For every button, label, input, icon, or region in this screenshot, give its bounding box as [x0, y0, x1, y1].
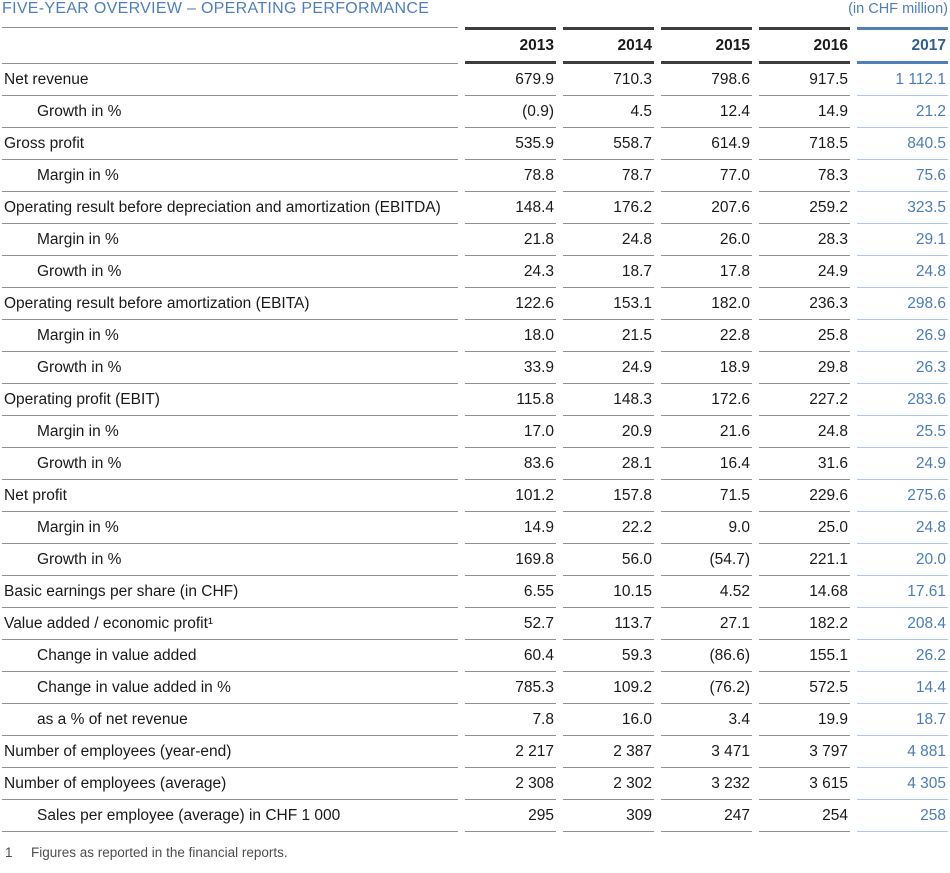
value-cell-2015: 798.6 [661, 64, 752, 96]
page-title: FIVE-YEAR OVERVIEW – OPERATING PERFORMANCE [2, 0, 430, 17]
table-header-row [2, 27, 948, 64]
value-cell-2016: 718.5 [759, 128, 850, 160]
table-row [2, 704, 948, 736]
value-cell-2014: 56.0 [563, 544, 654, 576]
value-cell-2013: 6.55 [465, 576, 556, 608]
value-cell-2016: 78.3 [759, 160, 850, 192]
value-cell-2016: 28.3 [759, 224, 850, 256]
value-cell-2015: 22.8 [661, 320, 752, 352]
value-cell-2013: 122.6 [465, 288, 556, 320]
value-cell-2017: 4 881 [857, 736, 948, 768]
value-cell-2013: 101.2 [465, 480, 556, 512]
value-cell-2016: 917.5 [759, 64, 850, 96]
value-cell-2013: 60.4 [465, 640, 556, 672]
table-row [2, 480, 948, 512]
value-cell-2017: 208.4 [857, 608, 948, 640]
row-label: as a % of net revenue [2, 704, 458, 736]
value-cell-2014: 24.9 [563, 352, 654, 384]
table-row [2, 384, 948, 416]
value-cell-2017: 20.0 [857, 544, 948, 576]
row-label: Operating result before depreciation and amortization (EBITDA) [2, 192, 458, 224]
value-cell-2014: 21.5 [563, 320, 654, 352]
table-row [2, 224, 948, 256]
value-cell-2016: 229.6 [759, 480, 850, 512]
value-cell-2013: 21.8 [465, 224, 556, 256]
value-cell-2013: 17.0 [465, 416, 556, 448]
year-header-2013: 2013 [465, 27, 556, 64]
value-cell-2015: 3 232 [661, 768, 752, 800]
financial-table [2, 27, 948, 832]
value-cell-2016: 236.3 [759, 288, 850, 320]
value-cell-2017: 24.8 [857, 512, 948, 544]
row-label: Sales per employee (average) in CHF 1 000 [2, 800, 458, 832]
year-header-2016: 2016 [759, 27, 850, 64]
value-cell-2014: 2 387 [563, 736, 654, 768]
value-cell-2014: 18.7 [563, 256, 654, 288]
table-row [2, 192, 948, 224]
value-cell-2014: 24.8 [563, 224, 654, 256]
value-cell-2014: 109.2 [563, 672, 654, 704]
value-cell-2014: 28.1 [563, 448, 654, 480]
value-cell-2015: 12.4 [661, 96, 752, 128]
year-header-2015: 2015 [661, 27, 752, 64]
value-cell-2014: 153.1 [563, 288, 654, 320]
header-label-spacer [2, 27, 458, 64]
table-row [2, 128, 948, 160]
row-label: Change in value added [2, 640, 458, 672]
value-cell-2017: 840.5 [857, 128, 948, 160]
value-cell-2017: 17.61 [857, 576, 948, 608]
value-cell-2013: 148.4 [465, 192, 556, 224]
value-cell-2015: 18.9 [661, 352, 752, 384]
value-cell-2017: 18.7 [857, 704, 948, 736]
row-label: Margin in % [2, 320, 458, 352]
value-cell-2013: 83.6 [465, 448, 556, 480]
footnote [2, 845, 948, 860]
value-cell-2015: 77.0 [661, 160, 752, 192]
row-label: Growth in % [2, 256, 458, 288]
row-label: Growth in % [2, 96, 458, 128]
value-cell-2017: 298.6 [857, 288, 948, 320]
value-cell-2017: 26.2 [857, 640, 948, 672]
value-cell-2016: 24.9 [759, 256, 850, 288]
year-header-2014: 2014 [563, 27, 654, 64]
value-cell-2015: 26.0 [661, 224, 752, 256]
value-cell-2014: 148.3 [563, 384, 654, 416]
value-cell-2016: 24.8 [759, 416, 850, 448]
value-cell-2016: 29.8 [759, 352, 850, 384]
footnote-text: Figures as reported in the financial reports. [31, 845, 288, 860]
table-row [2, 320, 948, 352]
value-cell-2017: 24.9 [857, 448, 948, 480]
value-cell-2013: 169.8 [465, 544, 556, 576]
value-cell-2016: 221.1 [759, 544, 850, 576]
value-cell-2016: 3 615 [759, 768, 850, 800]
row-label: Value added / economic profit¹ [2, 608, 458, 640]
value-cell-2017: 275.6 [857, 480, 948, 512]
value-cell-2016: 14.9 [759, 96, 850, 128]
table-row [2, 640, 948, 672]
footnote-marker: 1 [5, 845, 13, 860]
value-cell-2015: 9.0 [661, 512, 752, 544]
value-cell-2017: 283.6 [857, 384, 948, 416]
row-label: Growth in % [2, 544, 458, 576]
value-cell-2014: 2 302 [563, 768, 654, 800]
value-cell-2015: 4.52 [661, 576, 752, 608]
table-row [2, 64, 948, 96]
value-cell-2015: 16.4 [661, 448, 752, 480]
value-cell-2017: 29.1 [857, 224, 948, 256]
value-cell-2014: 309 [563, 800, 654, 832]
row-label: Operating profit (EBIT) [2, 384, 458, 416]
value-cell-2013: 52.7 [465, 608, 556, 640]
value-cell-2015: 614.9 [661, 128, 752, 160]
value-cell-2014: 10.15 [563, 576, 654, 608]
value-cell-2016: 31.6 [759, 448, 850, 480]
value-cell-2016: 259.2 [759, 192, 850, 224]
value-cell-2016: 19.9 [759, 704, 850, 736]
value-cell-2016: 254 [759, 800, 850, 832]
value-cell-2013: 2 308 [465, 768, 556, 800]
value-cell-2017: 323.5 [857, 192, 948, 224]
row-label: Growth in % [2, 448, 458, 480]
year-header-2017: 2017 [857, 27, 948, 64]
row-label: Margin in % [2, 416, 458, 448]
value-cell-2014: 4.5 [563, 96, 654, 128]
row-label: Number of employees (year-end) [2, 736, 458, 768]
value-cell-2015: 3 471 [661, 736, 752, 768]
table-row [2, 736, 948, 768]
row-label: Net revenue [2, 64, 458, 96]
table-row [2, 416, 948, 448]
value-cell-2015: 71.5 [661, 480, 752, 512]
table-row [2, 448, 948, 480]
value-cell-2013: 535.9 [465, 128, 556, 160]
unit-label: (in CHF million) [848, 1, 948, 17]
value-cell-2016: 25.0 [759, 512, 850, 544]
row-label: Margin in % [2, 224, 458, 256]
row-label: Net profit [2, 480, 458, 512]
value-cell-2015: 247 [661, 800, 752, 832]
value-cell-2015: 207.6 [661, 192, 752, 224]
table-row [2, 672, 948, 704]
row-label: Gross profit [2, 128, 458, 160]
value-cell-2013: 2 217 [465, 736, 556, 768]
value-cell-2013: 7.8 [465, 704, 556, 736]
value-cell-2015: 17.8 [661, 256, 752, 288]
value-cell-2015: 172.6 [661, 384, 752, 416]
table-row [2, 512, 948, 544]
value-cell-2013: 785.3 [465, 672, 556, 704]
value-cell-2014: 710.3 [563, 64, 654, 96]
value-cell-2017: 26.9 [857, 320, 948, 352]
table-row [2, 768, 948, 800]
value-cell-2016: 25.8 [759, 320, 850, 352]
value-cell-2017: 25.5 [857, 416, 948, 448]
table-row [2, 352, 948, 384]
value-cell-2016: 182.2 [759, 608, 850, 640]
value-cell-2017: 21.2 [857, 96, 948, 128]
value-cell-2013: 679.9 [465, 64, 556, 96]
value-cell-2015: 21.6 [661, 416, 752, 448]
table-row [2, 576, 948, 608]
row-label: Growth in % [2, 352, 458, 384]
value-cell-2015: (76.2) [661, 672, 752, 704]
title-bar [2, 0, 948, 27]
value-cell-2013: 33.9 [465, 352, 556, 384]
row-label: Change in value added in % [2, 672, 458, 704]
value-cell-2014: 20.9 [563, 416, 654, 448]
value-cell-2013: 18.0 [465, 320, 556, 352]
row-label: Operating result before amortization (EBITA) [2, 288, 458, 320]
value-cell-2013: 24.3 [465, 256, 556, 288]
value-cell-2013: 115.8 [465, 384, 556, 416]
value-cell-2017: 24.8 [857, 256, 948, 288]
value-cell-2017: 14.4 [857, 672, 948, 704]
value-cell-2015: 182.0 [661, 288, 752, 320]
table-row [2, 96, 948, 128]
value-cell-2015: 27.1 [661, 608, 752, 640]
value-cell-2014: 59.3 [563, 640, 654, 672]
value-cell-2014: 176.2 [563, 192, 654, 224]
table-row [2, 160, 948, 192]
row-label: Number of employees (average) [2, 768, 458, 800]
value-cell-2017: 26.3 [857, 352, 948, 384]
table-row [2, 544, 948, 576]
value-cell-2014: 78.7 [563, 160, 654, 192]
value-cell-2016: 227.2 [759, 384, 850, 416]
value-cell-2016: 3 797 [759, 736, 850, 768]
table-row [2, 288, 948, 320]
value-cell-2017: 75.6 [857, 160, 948, 192]
value-cell-2015: (86.6) [661, 640, 752, 672]
value-cell-2014: 558.7 [563, 128, 654, 160]
value-cell-2013: (0.9) [465, 96, 556, 128]
value-cell-2014: 22.2 [563, 512, 654, 544]
value-cell-2017: 4 305 [857, 768, 948, 800]
row-label: Margin in % [2, 512, 458, 544]
row-label: Basic earnings per share (in CHF) [2, 576, 458, 608]
value-cell-2014: 157.8 [563, 480, 654, 512]
value-cell-2013: 295 [465, 800, 556, 832]
table-row [2, 256, 948, 288]
value-cell-2015: 3.4 [661, 704, 752, 736]
value-cell-2017: 258 [857, 800, 948, 832]
value-cell-2016: 14.68 [759, 576, 850, 608]
value-cell-2016: 572.5 [759, 672, 850, 704]
table-row [2, 800, 948, 832]
value-cell-2013: 14.9 [465, 512, 556, 544]
table-row [2, 608, 948, 640]
value-cell-2013: 78.8 [465, 160, 556, 192]
row-label: Margin in % [2, 160, 458, 192]
value-cell-2014: 113.7 [563, 608, 654, 640]
value-cell-2017: 1 112.1 [857, 64, 948, 96]
value-cell-2014: 16.0 [563, 704, 654, 736]
value-cell-2016: 155.1 [759, 640, 850, 672]
value-cell-2015: (54.7) [661, 544, 752, 576]
